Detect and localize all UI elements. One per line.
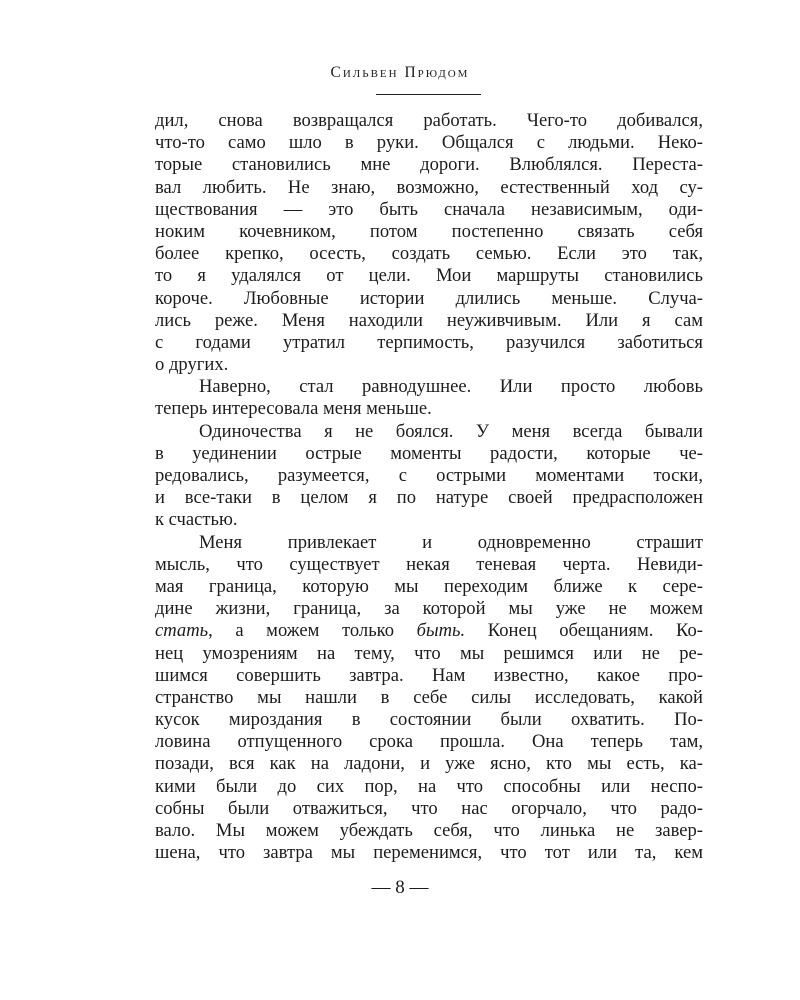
text-fragment: Конец обещаниям. Ко-: [465, 620, 703, 642]
emphasis-word: стать: [155, 620, 209, 642]
paragraph-start: Наверно, стал равнодушнее. Или просто любовь: [199, 376, 703, 398]
body-text: [155, 110, 703, 864]
text-line: редовались, разумеется, с острыми моментами тоски,: [155, 465, 703, 486]
text-line: то я удалялся от цели. Мои маршруты становились: [155, 265, 703, 287]
header-divider: [376, 94, 481, 95]
text-line: вало. Мы можем убеждать себя, что линька не завер-: [155, 820, 703, 841]
text-line: нец умозрениям на тему, что мы решимся или не ре-: [155, 642, 703, 664]
text-line: в уединении острые моменты радости, которые че-: [155, 442, 703, 464]
running-head-author: Сильвен Прюдом: [330, 64, 470, 81]
text-line: ловина отпущенного срока прошла. Она теперь там,: [155, 731, 703, 753]
text-line: кусок мироздания в состоянии были охватить. По-: [155, 709, 703, 731]
text-line: более крепко, осесть, создать семью. Если это так,: [155, 243, 703, 265]
text-line: к счастью.: [155, 509, 238, 531]
text-line: короче. Любовные истории длились меньше. Случа-: [155, 287, 703, 309]
text-line: ществования — это быть сначала независимым, оди-: [155, 198, 703, 220]
text-line: странство мы нашли в себе силы исследовать, какой: [155, 686, 703, 708]
text-line: ноким кочевником, потом постепенно связать себя: [155, 220, 703, 242]
text-line: теперь интересовала меня меньше.: [155, 398, 432, 420]
text-line: вал любить. Не знаю, возможно, естественный ход су-: [155, 176, 703, 198]
text-line: дине жизни, граница, за которой мы уже не можем: [155, 598, 703, 620]
text-line: и все-таки в целом я по натуре своей предрасположен: [155, 487, 703, 509]
text-line: мысль, что существует некая теневая черта. Невиди-: [155, 553, 703, 575]
text-line: с годами утратил терпимость, разучился заботиться: [155, 331, 703, 353]
text-line: шена, что завтра мы переменимся, что тот или та, кем: [155, 842, 703, 864]
page-number: — 8 —: [371, 877, 429, 898]
text-line: лись реже. Меня находили неуживчивым. Или я сам: [155, 309, 703, 331]
text-line: кими были до сих пор, на что способны или неспо-: [155, 775, 703, 797]
text-line: мая граница, которую мы переходим ближе к сере-: [155, 575, 703, 597]
paragraph-start: Меня привлекает и одновременно страшит: [199, 531, 703, 553]
text-line: торые становились мне дороги. Влюблялся. Переста-: [155, 154, 703, 176]
emphasis-word: быть.: [416, 620, 466, 642]
text-fragment: , а можем только: [208, 620, 417, 642]
text-line: собны были отважиться, что нас огорчало, что радо-: [155, 797, 703, 819]
text-line: позади, вся как на ладони, и уже ясно, кто мы есть, ка-: [155, 753, 703, 775]
text-line-mixed: [155, 620, 703, 642]
text-line: что-то само шло в руки. Общался с людьми. Неко-: [155, 132, 703, 154]
text-line: о других.: [155, 354, 229, 376]
text-line: шимся совершить завтра. Нам известно, какое про-: [155, 664, 703, 686]
text-line: дил, снова возвращался работать. Чего-то добивался,: [155, 110, 703, 131]
paragraph-start: Одиночества я не боялся. У меня всегда бывали: [199, 420, 703, 442]
